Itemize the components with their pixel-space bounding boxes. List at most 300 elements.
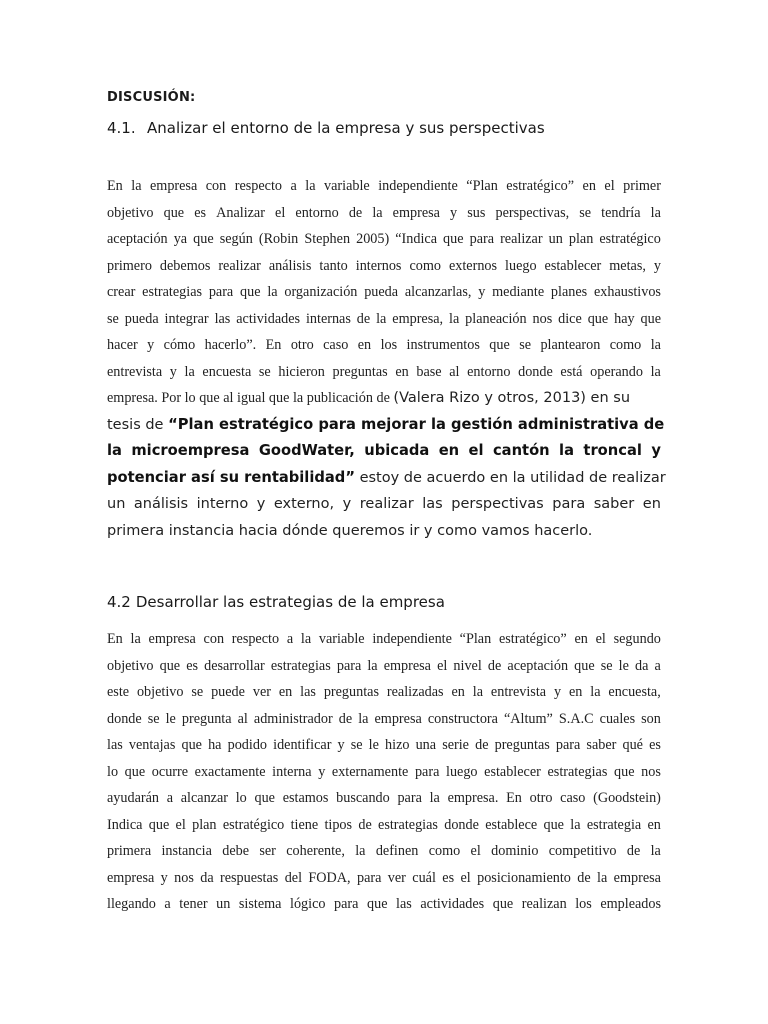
word: que bbox=[240, 284, 261, 300]
word: se bbox=[350, 737, 363, 753]
word: preguntas bbox=[323, 684, 379, 700]
word: el bbox=[604, 178, 615, 194]
word: empresa bbox=[392, 204, 440, 221]
word: que bbox=[640, 310, 661, 327]
word: en bbox=[395, 363, 409, 380]
word: se bbox=[258, 363, 271, 380]
word: caso bbox=[323, 337, 349, 353]
word: donde bbox=[107, 710, 142, 727]
word: análisis bbox=[268, 257, 312, 274]
paragraph-line bbox=[107, 279, 661, 306]
word: la bbox=[650, 204, 661, 221]
word: ventajas bbox=[128, 737, 176, 753]
word: que bbox=[489, 337, 510, 353]
section-4-1-number: 4.1. bbox=[107, 119, 136, 137]
word: un bbox=[548, 231, 563, 247]
word: y bbox=[553, 684, 562, 700]
word: se bbox=[519, 337, 532, 353]
word: a bbox=[654, 657, 661, 674]
thesis-title-part-3: potenciar así su rentabilidad” bbox=[107, 468, 355, 486]
paragraph-line bbox=[107, 812, 661, 839]
section-4-2-heading bbox=[107, 593, 445, 611]
word: con bbox=[203, 631, 225, 647]
word: para bbox=[208, 284, 234, 300]
word: y bbox=[342, 496, 352, 512]
paragraph-line bbox=[107, 253, 661, 280]
word: es bbox=[186, 657, 199, 674]
word: posicionamiento bbox=[477, 869, 571, 886]
word: es bbox=[194, 204, 207, 221]
word: para bbox=[469, 231, 495, 247]
word: según bbox=[219, 231, 253, 247]
word: sistema bbox=[238, 896, 282, 912]
word: a bbox=[166, 790, 174, 806]
word: encuesta, bbox=[608, 684, 661, 700]
word: el bbox=[175, 816, 186, 833]
word: un bbox=[107, 496, 126, 512]
word: la bbox=[429, 790, 440, 806]
word: lo bbox=[107, 763, 119, 780]
word: definen bbox=[375, 843, 419, 859]
section-4-1-heading bbox=[107, 119, 545, 137]
word: le bbox=[368, 737, 379, 753]
word: en bbox=[642, 496, 661, 512]
word: hicieron bbox=[278, 363, 325, 380]
word: (Robin bbox=[258, 231, 299, 247]
word: y bbox=[653, 257, 661, 274]
word: hay bbox=[614, 310, 635, 327]
word: puede bbox=[211, 684, 245, 700]
word: respuestas bbox=[220, 869, 279, 886]
word: para bbox=[552, 496, 586, 512]
word: luego bbox=[446, 763, 478, 780]
word: estratégico bbox=[599, 231, 661, 247]
word: pueda bbox=[364, 284, 399, 300]
word: un bbox=[216, 896, 231, 912]
word: la bbox=[131, 178, 142, 194]
section-4-2-title: Desarrollar las estrategias de la empresa bbox=[135, 593, 445, 611]
word: caso bbox=[560, 790, 586, 806]
word: con bbox=[205, 178, 227, 194]
word: que bbox=[443, 231, 464, 247]
word: establece bbox=[485, 816, 538, 833]
word: y bbox=[318, 763, 326, 780]
word: ubicada bbox=[364, 442, 430, 459]
word: luego bbox=[505, 257, 537, 274]
thesis-prefix: tesis de bbox=[107, 416, 169, 433]
word: en bbox=[574, 631, 588, 647]
word: saber bbox=[586, 737, 617, 753]
word: empresa. bbox=[447, 790, 499, 806]
word: tiene bbox=[290, 816, 319, 833]
word: competitivo bbox=[548, 843, 617, 859]
word: actividades bbox=[236, 310, 301, 327]
word: estratégico” bbox=[506, 178, 575, 194]
word: de bbox=[358, 816, 372, 833]
word: estrategias bbox=[270, 657, 331, 674]
word: empresa bbox=[107, 869, 155, 886]
word: en bbox=[278, 684, 293, 700]
word: empresa bbox=[149, 178, 198, 194]
word: la bbox=[650, 337, 661, 353]
word: que bbox=[587, 310, 609, 327]
word: lógico bbox=[290, 896, 326, 912]
word: la bbox=[130, 631, 141, 647]
word: y bbox=[147, 337, 155, 353]
word: realizar bbox=[218, 257, 261, 274]
word: instancia bbox=[161, 843, 212, 859]
word: y bbox=[169, 363, 177, 380]
word: establecer bbox=[544, 257, 602, 274]
word: externos bbox=[448, 257, 498, 274]
word: preguntas bbox=[494, 737, 550, 753]
word: de bbox=[348, 204, 363, 221]
word: externamente bbox=[331, 763, 409, 780]
word: otro bbox=[290, 337, 314, 353]
word: las bbox=[214, 310, 231, 327]
word: y bbox=[478, 284, 486, 300]
section-4-1-paragraph bbox=[107, 173, 666, 544]
word: nivel bbox=[453, 657, 482, 674]
word: En bbox=[107, 178, 123, 194]
word: planes bbox=[550, 284, 588, 300]
word: exactamente bbox=[194, 763, 266, 780]
word: le bbox=[618, 657, 629, 674]
word: empresa bbox=[383, 657, 431, 674]
word: objetivo bbox=[107, 204, 154, 221]
word: la bbox=[300, 631, 312, 647]
word: se bbox=[579, 204, 592, 221]
discussion-title: DISCUSIÓN: bbox=[107, 90, 196, 105]
word: alcanzarlas, bbox=[404, 284, 472, 300]
word: y bbox=[256, 496, 266, 512]
section-4-1-title: Analizar el entorno de la empresa y sus perspectivas bbox=[147, 119, 545, 137]
word: integrar bbox=[164, 310, 209, 327]
word: En bbox=[107, 631, 123, 647]
word: internas bbox=[305, 310, 351, 327]
word: las bbox=[107, 737, 123, 753]
word: internos bbox=[355, 257, 402, 274]
citation-reference: (Valera Rizo y otros, 2013) en su bbox=[393, 390, 631, 406]
word: microempresa bbox=[131, 442, 250, 459]
word: lo bbox=[235, 790, 247, 806]
paragraph-line bbox=[107, 679, 661, 706]
word: otro bbox=[529, 790, 553, 806]
word: cuál bbox=[412, 869, 436, 886]
word: las bbox=[396, 896, 412, 912]
word: de bbox=[577, 869, 591, 886]
word: hacer bbox=[107, 337, 138, 353]
word: GoodWater, bbox=[258, 442, 355, 459]
word: pregunta bbox=[181, 710, 232, 727]
word: empresa bbox=[374, 710, 422, 727]
word: respecto bbox=[231, 631, 280, 647]
word: los bbox=[575, 896, 592, 912]
word: hizo bbox=[385, 737, 410, 753]
word: se bbox=[147, 710, 160, 727]
word: sus bbox=[467, 204, 486, 221]
word: en bbox=[647, 816, 661, 833]
word: realizar bbox=[359, 496, 414, 512]
word: cantón bbox=[492, 442, 550, 459]
word: al bbox=[237, 710, 248, 727]
word: encuesta bbox=[202, 363, 252, 380]
word: perspectivas, bbox=[495, 204, 570, 221]
word: aceptación bbox=[107, 231, 168, 247]
word: instrumentos bbox=[406, 337, 480, 353]
word: el bbox=[460, 869, 471, 886]
word: se bbox=[107, 310, 119, 327]
word: en bbox=[357, 337, 372, 353]
word: empleados bbox=[600, 896, 661, 912]
word: la bbox=[597, 869, 608, 886]
word: la bbox=[376, 310, 387, 327]
word: ha bbox=[208, 737, 222, 753]
paragraph-line bbox=[107, 891, 661, 918]
word: en bbox=[582, 178, 596, 194]
word: cómo bbox=[163, 337, 196, 353]
word: el bbox=[468, 442, 484, 459]
word: primero bbox=[107, 257, 152, 274]
word: la bbox=[358, 710, 369, 727]
word: base bbox=[416, 363, 442, 380]
word: que bbox=[254, 790, 275, 806]
word: mediante bbox=[492, 284, 545, 300]
word: cuales bbox=[599, 710, 636, 727]
word: para bbox=[334, 896, 359, 912]
word: una bbox=[415, 737, 437, 753]
word: la bbox=[355, 843, 366, 859]
word: el bbox=[595, 631, 606, 647]
word: estrategia bbox=[586, 816, 642, 833]
word: entrevista bbox=[490, 684, 547, 700]
word: a bbox=[286, 631, 294, 647]
word: que bbox=[148, 816, 170, 833]
word: estrategias bbox=[142, 284, 203, 300]
word: estrategias bbox=[547, 763, 608, 780]
word: para bbox=[397, 790, 422, 806]
word: como bbox=[428, 843, 461, 859]
word: que bbox=[367, 896, 388, 912]
word: está bbox=[560, 363, 583, 380]
word: “Altum” bbox=[504, 710, 553, 727]
section-4-2-number: 4.2 bbox=[107, 593, 131, 611]
word: que bbox=[193, 231, 214, 247]
word: establecer bbox=[484, 763, 541, 780]
word: ver bbox=[252, 684, 271, 700]
paragraph-line bbox=[107, 200, 661, 227]
citation-lead-text: empresa. Por lo que al igual que la publicación de bbox=[107, 390, 394, 406]
paragraph-line bbox=[107, 626, 661, 653]
word: plantearon bbox=[540, 337, 601, 353]
word: saber bbox=[593, 496, 635, 512]
section-4-2-paragraph bbox=[107, 626, 661, 918]
word: troncal bbox=[583, 442, 642, 459]
paragraph-line bbox=[107, 785, 661, 812]
word: (Goodstein) bbox=[593, 790, 661, 806]
paragraph-line-mixed bbox=[107, 412, 665, 439]
word: y bbox=[337, 737, 345, 753]
word: la bbox=[107, 442, 122, 459]
word: que bbox=[543, 816, 564, 833]
word: “Plan bbox=[459, 631, 492, 647]
word: a bbox=[290, 178, 297, 194]
word: identificar bbox=[273, 737, 332, 753]
word: los bbox=[380, 337, 398, 353]
word: tanto bbox=[319, 257, 348, 274]
word: debemos bbox=[159, 257, 211, 274]
word: perspectivas bbox=[451, 496, 544, 512]
word: y bbox=[450, 204, 458, 221]
word: estratégico bbox=[222, 816, 285, 833]
word: se bbox=[600, 657, 613, 674]
word: nos bbox=[532, 310, 553, 327]
word: desarrollar bbox=[204, 657, 265, 674]
thesis-title-part-1: “Plan estratégico para mejorar la gestión administrativa de bbox=[168, 415, 665, 433]
word: que bbox=[163, 204, 185, 221]
word: primera bbox=[107, 843, 152, 859]
word: donde bbox=[518, 363, 553, 380]
word: la bbox=[559, 442, 574, 459]
word: es bbox=[649, 737, 661, 753]
word: planeación bbox=[465, 310, 527, 327]
paragraph-line bbox=[107, 332, 661, 359]
word: preguntas bbox=[332, 363, 388, 380]
word: hacerlo”. bbox=[204, 337, 257, 353]
paragraph-line-last: primera instancia hacia dónde queremos ir y como vamos hacerlo. bbox=[107, 522, 593, 539]
word: alcanzar bbox=[180, 790, 228, 806]
word: el bbox=[437, 657, 448, 674]
word: realizadas bbox=[386, 684, 444, 700]
word: análisis bbox=[133, 496, 189, 512]
word: la bbox=[449, 310, 460, 327]
word: actividades bbox=[420, 896, 485, 912]
word: nos bbox=[174, 869, 194, 886]
word: estamos bbox=[282, 790, 329, 806]
word: llegando bbox=[107, 896, 156, 912]
word: coherente, bbox=[286, 843, 345, 859]
word: las bbox=[422, 496, 443, 512]
word: la bbox=[570, 816, 581, 833]
word: variable bbox=[324, 178, 370, 194]
word: interno bbox=[196, 496, 249, 512]
word: plan bbox=[192, 816, 217, 833]
word: independiente bbox=[378, 178, 458, 194]
word: le bbox=[165, 710, 176, 727]
word: en bbox=[438, 442, 460, 459]
word: este bbox=[107, 684, 130, 700]
word: S.A.C bbox=[558, 710, 594, 727]
word: y bbox=[651, 442, 661, 459]
word: ya bbox=[173, 231, 188, 247]
word: para bbox=[336, 657, 362, 674]
word: metas, bbox=[609, 257, 646, 274]
word: la bbox=[267, 284, 278, 300]
paragraph-line bbox=[107, 653, 661, 680]
word: 2005) bbox=[356, 231, 390, 247]
word: pueda bbox=[124, 310, 159, 327]
word: de bbox=[356, 310, 371, 327]
word: a bbox=[164, 896, 171, 912]
word: de bbox=[626, 843, 641, 859]
word: En bbox=[265, 337, 282, 353]
paragraph-line bbox=[107, 173, 661, 200]
word: aceptación bbox=[507, 657, 569, 674]
word: de bbox=[487, 657, 502, 674]
word: qué bbox=[622, 737, 643, 753]
paragraph-line bbox=[107, 838, 661, 865]
word: que bbox=[574, 657, 595, 674]
word: operando bbox=[590, 363, 643, 380]
word: y bbox=[160, 869, 168, 886]
word: realizar bbox=[500, 231, 543, 247]
word: exhaustivos bbox=[593, 284, 661, 300]
word: el bbox=[470, 843, 481, 859]
word: empresa bbox=[613, 869, 661, 886]
word: administrador bbox=[253, 710, 333, 727]
word: entorno bbox=[467, 363, 511, 380]
word: da bbox=[635, 657, 649, 674]
word: serie bbox=[442, 737, 469, 753]
word: podido bbox=[227, 737, 268, 753]
word: da bbox=[200, 869, 214, 886]
word: “Indica bbox=[395, 231, 437, 247]
word: donde bbox=[444, 816, 479, 833]
word: que bbox=[492, 896, 514, 912]
word: tendría bbox=[601, 204, 641, 221]
paragraph-line bbox=[107, 732, 661, 759]
word: que bbox=[181, 737, 202, 753]
word: que bbox=[124, 763, 146, 780]
word: entorno bbox=[295, 204, 339, 221]
word: para bbox=[414, 763, 440, 780]
word: dice bbox=[558, 310, 582, 327]
word: como bbox=[409, 257, 441, 274]
word: que bbox=[614, 763, 635, 780]
word: En bbox=[506, 790, 522, 806]
paragraph-line bbox=[107, 865, 661, 892]
word: objetivo bbox=[107, 657, 154, 674]
word: estratégico” bbox=[498, 631, 567, 647]
word: la bbox=[184, 363, 195, 380]
word: Indica bbox=[107, 816, 143, 833]
word: dominio bbox=[491, 843, 539, 859]
word: buscando bbox=[336, 790, 390, 806]
word: el bbox=[275, 204, 286, 221]
paragraph-line bbox=[107, 359, 661, 386]
word: en bbox=[451, 684, 465, 700]
word: variable bbox=[318, 631, 365, 647]
word: para bbox=[356, 869, 382, 886]
paragraph-line bbox=[107, 491, 661, 518]
word: la bbox=[305, 178, 316, 194]
word: empresa bbox=[148, 631, 196, 647]
word: “Plan bbox=[466, 178, 498, 194]
paragraph-line bbox=[107, 306, 661, 333]
word: objetivo bbox=[136, 684, 184, 700]
word: del bbox=[284, 869, 303, 886]
paragraph-line bbox=[107, 706, 661, 733]
word: externo, bbox=[273, 496, 335, 512]
word: constructora bbox=[427, 710, 498, 727]
word: ver bbox=[387, 869, 406, 886]
word: FODA, bbox=[308, 869, 351, 886]
word: independiente bbox=[372, 631, 452, 647]
word: son bbox=[641, 710, 661, 727]
word: debe bbox=[222, 843, 250, 859]
word: empresa, bbox=[392, 310, 444, 327]
word: en bbox=[568, 684, 583, 700]
